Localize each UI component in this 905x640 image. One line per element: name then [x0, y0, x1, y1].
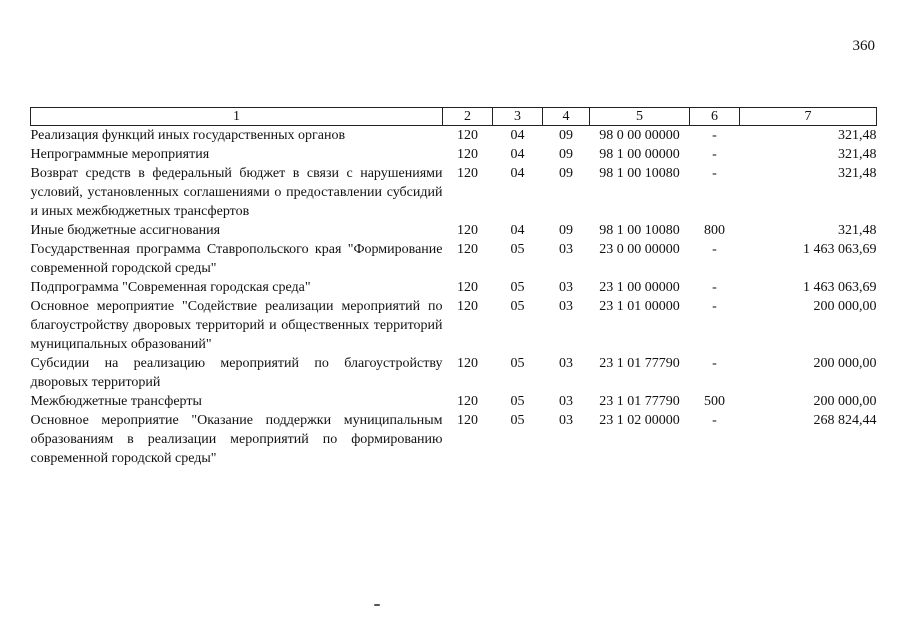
column-header-7: 7: [740, 108, 877, 126]
column-header-3: 3: [493, 108, 543, 126]
row-code-6: -: [712, 280, 717, 295]
column-header-4: 4: [543, 108, 590, 126]
table-row: [31, 126, 877, 146]
row-code-5: 98 1 00 10080: [599, 223, 680, 238]
row-code-2: 120: [457, 299, 478, 314]
row-code-4: 09: [559, 166, 573, 181]
row-name: Субсидии на реализацию мероприятий по благоустройству дворовых территорий: [30, 356, 443, 390]
row-code-3: 04: [510, 223, 525, 238]
row-code-5: 23 1 01 77790: [599, 356, 680, 371]
row-name: Реализация функций иных государственных органов: [30, 128, 346, 143]
row-code-2: 120: [457, 242, 478, 257]
row-code-5: 23 1 00 00000: [599, 280, 680, 295]
table-row: [31, 240, 877, 278]
row-name: Межбюджетные трансферты: [30, 394, 202, 409]
row-code-6: -: [712, 242, 717, 257]
table-row: [31, 392, 877, 411]
row-code-3: 05: [510, 413, 525, 428]
row-code-3: 05: [510, 242, 525, 257]
row-code-2: 120: [457, 166, 478, 181]
row-code-6: -: [712, 147, 717, 162]
row-code-2: 120: [457, 147, 478, 162]
row-code-3: 05: [510, 394, 525, 409]
row-code-3: 04: [510, 166, 525, 181]
row-code-6: -: [712, 356, 717, 371]
row-code-4: 09: [559, 223, 573, 238]
row-code-6: -: [712, 166, 717, 181]
row-amount: 268 824,44: [813, 413, 877, 428]
row-amount: 321,48: [838, 166, 877, 181]
row-code-4: 03: [559, 413, 573, 428]
row-code-3: 05: [510, 356, 525, 371]
row-amount: 321,48: [838, 223, 877, 238]
row-name: Непрограммные мероприятия: [30, 147, 210, 162]
row-code-4: 09: [559, 128, 573, 143]
row-code-2: 120: [457, 394, 478, 409]
row-code-2: 120: [457, 223, 478, 238]
row-code-6: 800: [704, 223, 725, 238]
row-name: Основное мероприятие "Содействие реализации мероприятий по благоустройству дворовых территорий и общественных территорий муниципальных образований": [30, 299, 443, 352]
row-amount: 1 463 063,69: [803, 280, 877, 295]
row-code-6: -: [712, 299, 717, 314]
row-code-6: 500: [704, 394, 725, 409]
row-code-2: 120: [457, 128, 478, 143]
row-code-6: -: [712, 413, 717, 428]
row-code-2: 120: [457, 413, 478, 428]
row-amount: 200 000,00: [813, 299, 877, 314]
column-header-5: 5: [590, 108, 690, 126]
header-row: [31, 108, 877, 126]
row-code-2: 120: [457, 356, 478, 371]
table-row: [31, 145, 877, 164]
column-header-6: 6: [690, 108, 740, 126]
row-amount: 1 463 063,69: [803, 242, 877, 257]
row-code-2: 120: [457, 280, 478, 295]
row-code-5: 23 1 02 00000: [599, 413, 680, 428]
row-code-4: 03: [559, 280, 573, 295]
row-code-3: 05: [510, 299, 525, 314]
row-code-5: 98 0 00 00000: [599, 128, 680, 143]
row-amount: 321,48: [838, 128, 877, 143]
row-code-3: 04: [510, 128, 525, 143]
row-code-4: 03: [559, 394, 573, 409]
table-row: [31, 354, 877, 392]
row-code-5: 98 1 00 10080: [599, 166, 680, 181]
table-row: [31, 278, 877, 297]
row-name: Государственная программа Ставропольского края "Формирование современной городской среды": [30, 242, 443, 276]
row-code-5: 23 1 01 77790: [599, 394, 680, 409]
table-row: [31, 297, 877, 354]
column-header-2: 2: [443, 108, 493, 126]
row-name: Иные бюджетные ассигнования: [30, 223, 221, 238]
row-code-4: 03: [559, 299, 573, 314]
row-code-4: 09: [559, 147, 573, 162]
row-code-5: 23 0 00 00000: [599, 242, 680, 257]
row-name: Подпрограмма "Современная городская среда": [30, 280, 311, 295]
row-amount: 200 000,00: [813, 394, 877, 409]
row-code-3: 05: [510, 280, 525, 295]
row-code-3: 04: [510, 147, 525, 162]
row-name: Возврат средств в федеральный бюджет в связи с нарушениями условий, установленных соглашениями о предоставлении субсидий и иных межбюджетных трансфертов: [30, 166, 443, 219]
table-row: [31, 411, 877, 468]
table-row: [31, 164, 877, 221]
row-code-4: 03: [559, 242, 573, 257]
scan-smudge: [374, 604, 380, 606]
column-header-1: 1: [31, 108, 443, 126]
row-code-5: 98 1 00 00000: [599, 147, 680, 162]
budget-table: [30, 107, 877, 468]
row-amount: 200 000,00: [813, 356, 877, 371]
row-name: Основное мероприятие "Оказание поддержки муниципальным образованиям в реализации мероприятий по формированию современной городской среды": [30, 413, 443, 466]
row-code-4: 03: [559, 356, 573, 371]
table-row: [31, 221, 877, 240]
row-amount: 321,48: [838, 147, 877, 162]
page-number: 360: [852, 38, 875, 54]
row-code-5: 23 1 01 00000: [599, 299, 680, 314]
row-code-6: -: [712, 128, 717, 143]
